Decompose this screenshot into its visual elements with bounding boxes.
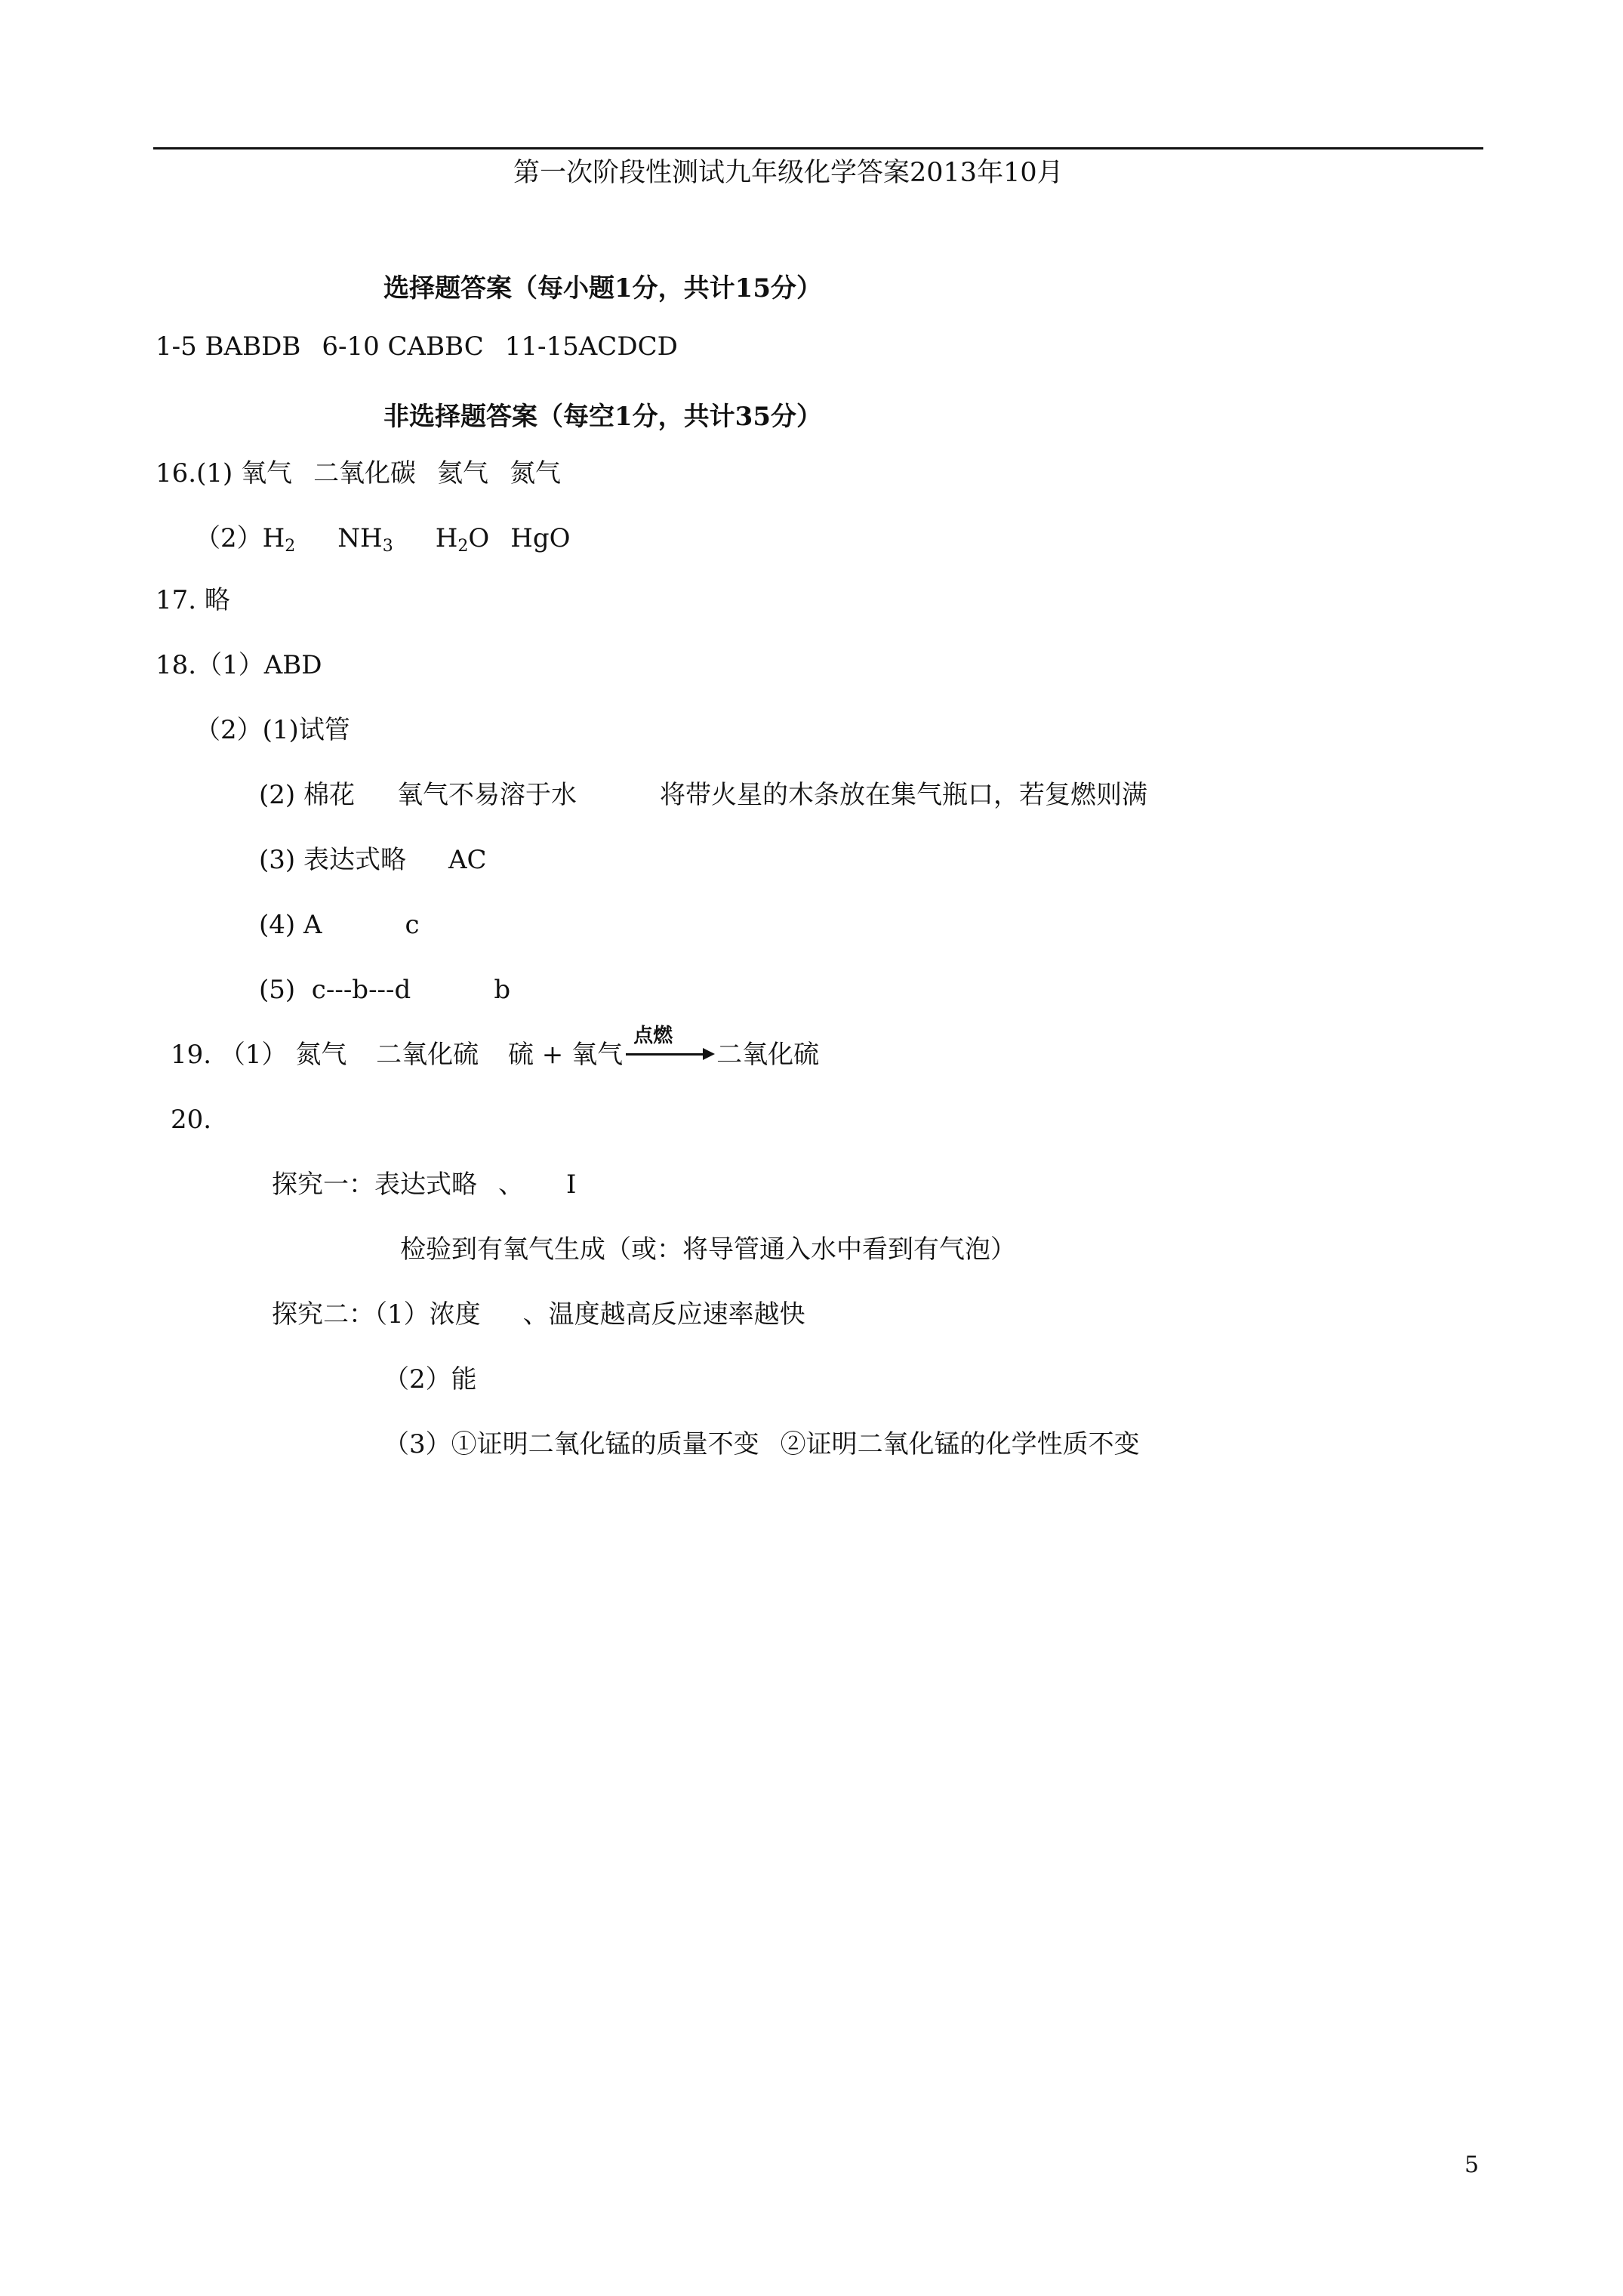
q18-s3-answer-b: AC bbox=[448, 845, 487, 875]
q18-sub5 bbox=[259, 973, 510, 1006]
q18-s4-answer-b: c bbox=[405, 910, 420, 940]
choice-heading: 选择题答案（每小题1分，共计15分） bbox=[383, 273, 822, 304]
q18-s1-answer: 试管 bbox=[298, 715, 350, 745]
q18-s2-answer-c: 将带火星的木条放在集气瓶口，若复燃则满 bbox=[659, 780, 1147, 810]
q16-p1-label: (1) bbox=[196, 458, 233, 488]
q18-sub2 bbox=[259, 778, 1147, 812]
q20-e1-answer-a: 表达式略 bbox=[374, 1170, 477, 1200]
formula-nh3: $NH_3$ bbox=[337, 523, 393, 556]
q16-p1-answer-d: 氮气 bbox=[510, 458, 562, 488]
q20-number: 20. bbox=[171, 1105, 212, 1135]
q18-s3-label: (3) bbox=[259, 845, 296, 875]
q20-e2-p2-label: （2） bbox=[383, 1364, 451, 1395]
q17-number: 17. bbox=[156, 585, 197, 615]
formula-hgo: HgO bbox=[510, 523, 571, 553]
q16-p1-answer-b: 二氧化碳 bbox=[313, 458, 417, 488]
q18-sub4 bbox=[259, 908, 420, 942]
header-rule bbox=[153, 147, 1483, 149]
formula-h2: $H_2$ bbox=[262, 523, 296, 556]
q20-explore2-part1 bbox=[272, 1298, 805, 1331]
q18-s5-answer-a: c---b---d bbox=[311, 975, 411, 1005]
q18-p2-label: （2） bbox=[195, 715, 263, 745]
q16-part1 bbox=[156, 457, 561, 490]
q16-p1-answer-a: 氧气 bbox=[241, 458, 293, 488]
equation-product: 二氧化硫 bbox=[716, 1040, 820, 1070]
q20-e1-separator: 、 bbox=[498, 1170, 524, 1200]
q20-e2-p2-answer: 能 bbox=[451, 1364, 477, 1395]
nonchoice-heading: 非选择题答案（每空1分，共计35分） bbox=[383, 402, 822, 432]
q18-sub3 bbox=[259, 843, 487, 877]
q20-e2-p1-answer-b: 、温度越高反应速率越快 bbox=[522, 1299, 805, 1330]
q20-e1-line2: 检验到有氧气生成（或：将导管通入水中看到有气泡） bbox=[400, 1234, 1016, 1265]
q18-s3-answer-a: 表达式略 bbox=[303, 845, 406, 875]
q20-e1-label: 探究一： bbox=[272, 1170, 374, 1200]
q16-part2 bbox=[195, 522, 571, 555]
reaction-arrow-icon bbox=[623, 1025, 716, 1071]
q18-s1-label: (1) bbox=[262, 715, 299, 745]
q19-answer-b: 二氧化硫 bbox=[376, 1040, 479, 1070]
q20-e2-p1-answer-a: 浓度 bbox=[429, 1299, 481, 1330]
q20-e2-p1-label: （1） bbox=[374, 1299, 430, 1330]
q18-s5-answer-b: b bbox=[494, 975, 511, 1005]
q16-number: 16. bbox=[156, 458, 197, 488]
q20-e2-p3-answer-a: ①证明二氧化锰的质量不变 bbox=[451, 1429, 759, 1459]
q20-explore1 bbox=[272, 1168, 576, 1201]
q18-part2-sub1 bbox=[195, 713, 350, 747]
q20-e2-p3-answer-b: ②证明二氧化锰的化学性质不变 bbox=[780, 1429, 1140, 1459]
q19-answer-a: 氮气 bbox=[295, 1040, 347, 1070]
equation-reactant-1: 硫 bbox=[507, 1040, 534, 1070]
q18-number: 18. bbox=[156, 650, 197, 680]
q20-e2-label: 探究二： bbox=[272, 1299, 374, 1330]
equation-reactant-2: 氧气 bbox=[571, 1040, 624, 1070]
q16-p1-answer-c: 氦气 bbox=[437, 458, 489, 488]
q18-s4-answer-a: A bbox=[303, 910, 322, 940]
q18-p1-answer: ABD bbox=[263, 650, 322, 680]
choice-group-11-15: 11-15ACDCD bbox=[504, 331, 678, 362]
q18-s2-answer-b: 氧气不易溶于水 bbox=[396, 780, 577, 810]
q20-e1-answer-b: I bbox=[566, 1170, 577, 1200]
page-title: 第一次阶段性测试九年级化学答案2013年10月 bbox=[513, 158, 1064, 188]
choice-group-1-5: 1-5 BABDB bbox=[156, 331, 301, 362]
q18-p1-label: （1） bbox=[196, 650, 264, 680]
q16-p2-label: （2） bbox=[195, 523, 263, 553]
choice-group-6-10: 6-10 CABBC bbox=[322, 331, 484, 362]
q19 bbox=[171, 1025, 820, 1071]
q20-explore2-part3 bbox=[383, 1428, 1140, 1461]
q20-e2-p3-label: （3） bbox=[383, 1429, 451, 1459]
reaction-condition: 点燃 bbox=[633, 1025, 673, 1047]
equation-plus: + bbox=[541, 1040, 564, 1070]
q18-s2-answer-a: 棉花 bbox=[303, 780, 355, 810]
equation bbox=[507, 1025, 820, 1070]
q19-number: 19. bbox=[171, 1040, 212, 1070]
q18-s4-label: (4) bbox=[259, 910, 296, 940]
page-number: 5 bbox=[1464, 2152, 1480, 2178]
q18-s2-label: (2) bbox=[259, 780, 296, 810]
choice-answers-row bbox=[156, 330, 678, 363]
q18-s5-label: (5) bbox=[259, 975, 296, 1005]
q17-answer: 略 bbox=[204, 585, 230, 615]
q20-explore2-part2 bbox=[383, 1363, 477, 1396]
q19-p1-label: （1） bbox=[219, 1040, 288, 1070]
q18-part1 bbox=[156, 649, 322, 682]
q17 bbox=[156, 584, 230, 617]
formula-h2o: $H_2O$ bbox=[435, 523, 490, 556]
